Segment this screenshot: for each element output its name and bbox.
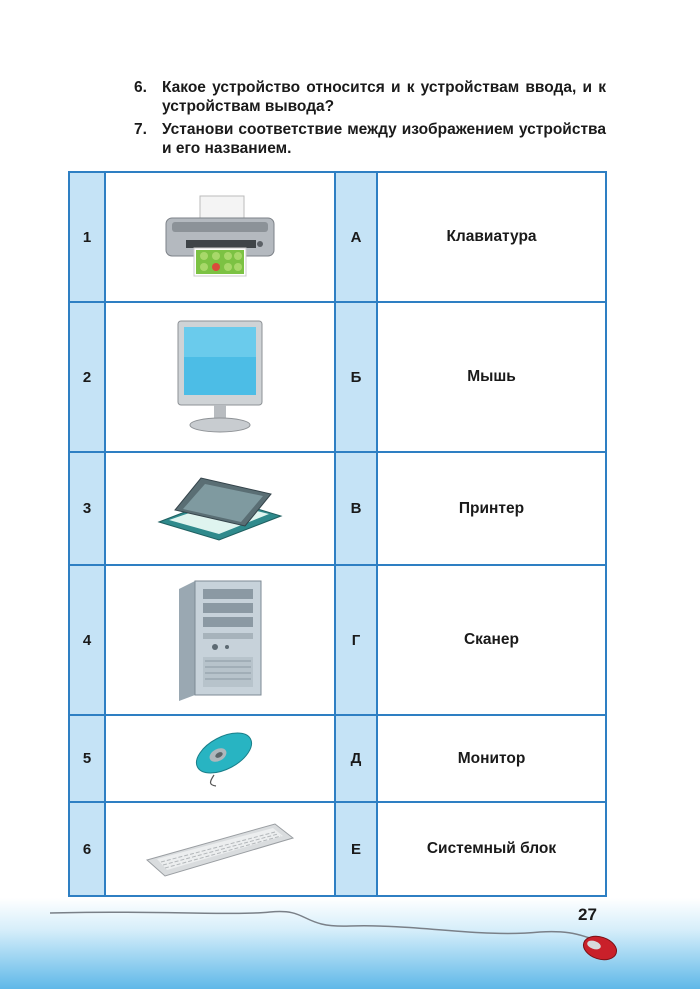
table-row xyxy=(69,452,606,565)
device-name: Системный блок xyxy=(377,802,606,896)
question-6 xyxy=(134,78,606,116)
device-name: Сканер xyxy=(377,565,606,715)
table-row xyxy=(69,302,606,452)
answer-letter: В xyxy=(335,452,377,565)
question-7 xyxy=(134,120,606,158)
table-row xyxy=(69,802,606,896)
row-number: 2 xyxy=(69,302,105,452)
device-name: Мышь xyxy=(377,302,606,452)
device-name: Клавиатура xyxy=(377,172,606,302)
image-cell xyxy=(105,565,335,715)
table-row xyxy=(69,565,606,715)
device-name: Принтер xyxy=(377,452,606,565)
answer-letter: Д xyxy=(335,715,377,802)
mouse-icon xyxy=(180,731,260,787)
question-number: 7. xyxy=(134,121,147,138)
matching-table xyxy=(68,171,607,897)
answer-letter: Г xyxy=(335,565,377,715)
row-number: 1 xyxy=(69,172,105,302)
question-text: Установи соответствие между изображением устройства и его названием. xyxy=(162,121,606,157)
system-unit-icon xyxy=(175,577,265,703)
image-cell xyxy=(105,715,335,802)
printer-icon xyxy=(160,194,280,280)
row-number: 6 xyxy=(69,802,105,896)
keyboard-icon xyxy=(145,820,295,878)
device-name: Монитор xyxy=(377,715,606,802)
monitor-icon xyxy=(170,317,270,437)
image-cell xyxy=(105,802,335,896)
row-number: 3 xyxy=(69,452,105,565)
answer-letter: Е xyxy=(335,802,377,896)
table-row xyxy=(69,172,606,302)
image-cell xyxy=(105,452,335,565)
image-cell xyxy=(105,302,335,452)
scanner-icon xyxy=(155,476,285,542)
question-number: 6. xyxy=(134,79,147,96)
answer-letter: А xyxy=(335,172,377,302)
row-number: 4 xyxy=(69,565,105,715)
answer-letter: Б xyxy=(335,302,377,452)
image-cell xyxy=(105,172,335,302)
page-number: 27 xyxy=(578,905,597,924)
table-row xyxy=(69,715,606,802)
questions-block xyxy=(134,78,606,162)
row-number: 5 xyxy=(69,715,105,802)
question-text: Какое устройство относится и к устройствам ввода, и к устройствам вывода? xyxy=(162,79,606,115)
